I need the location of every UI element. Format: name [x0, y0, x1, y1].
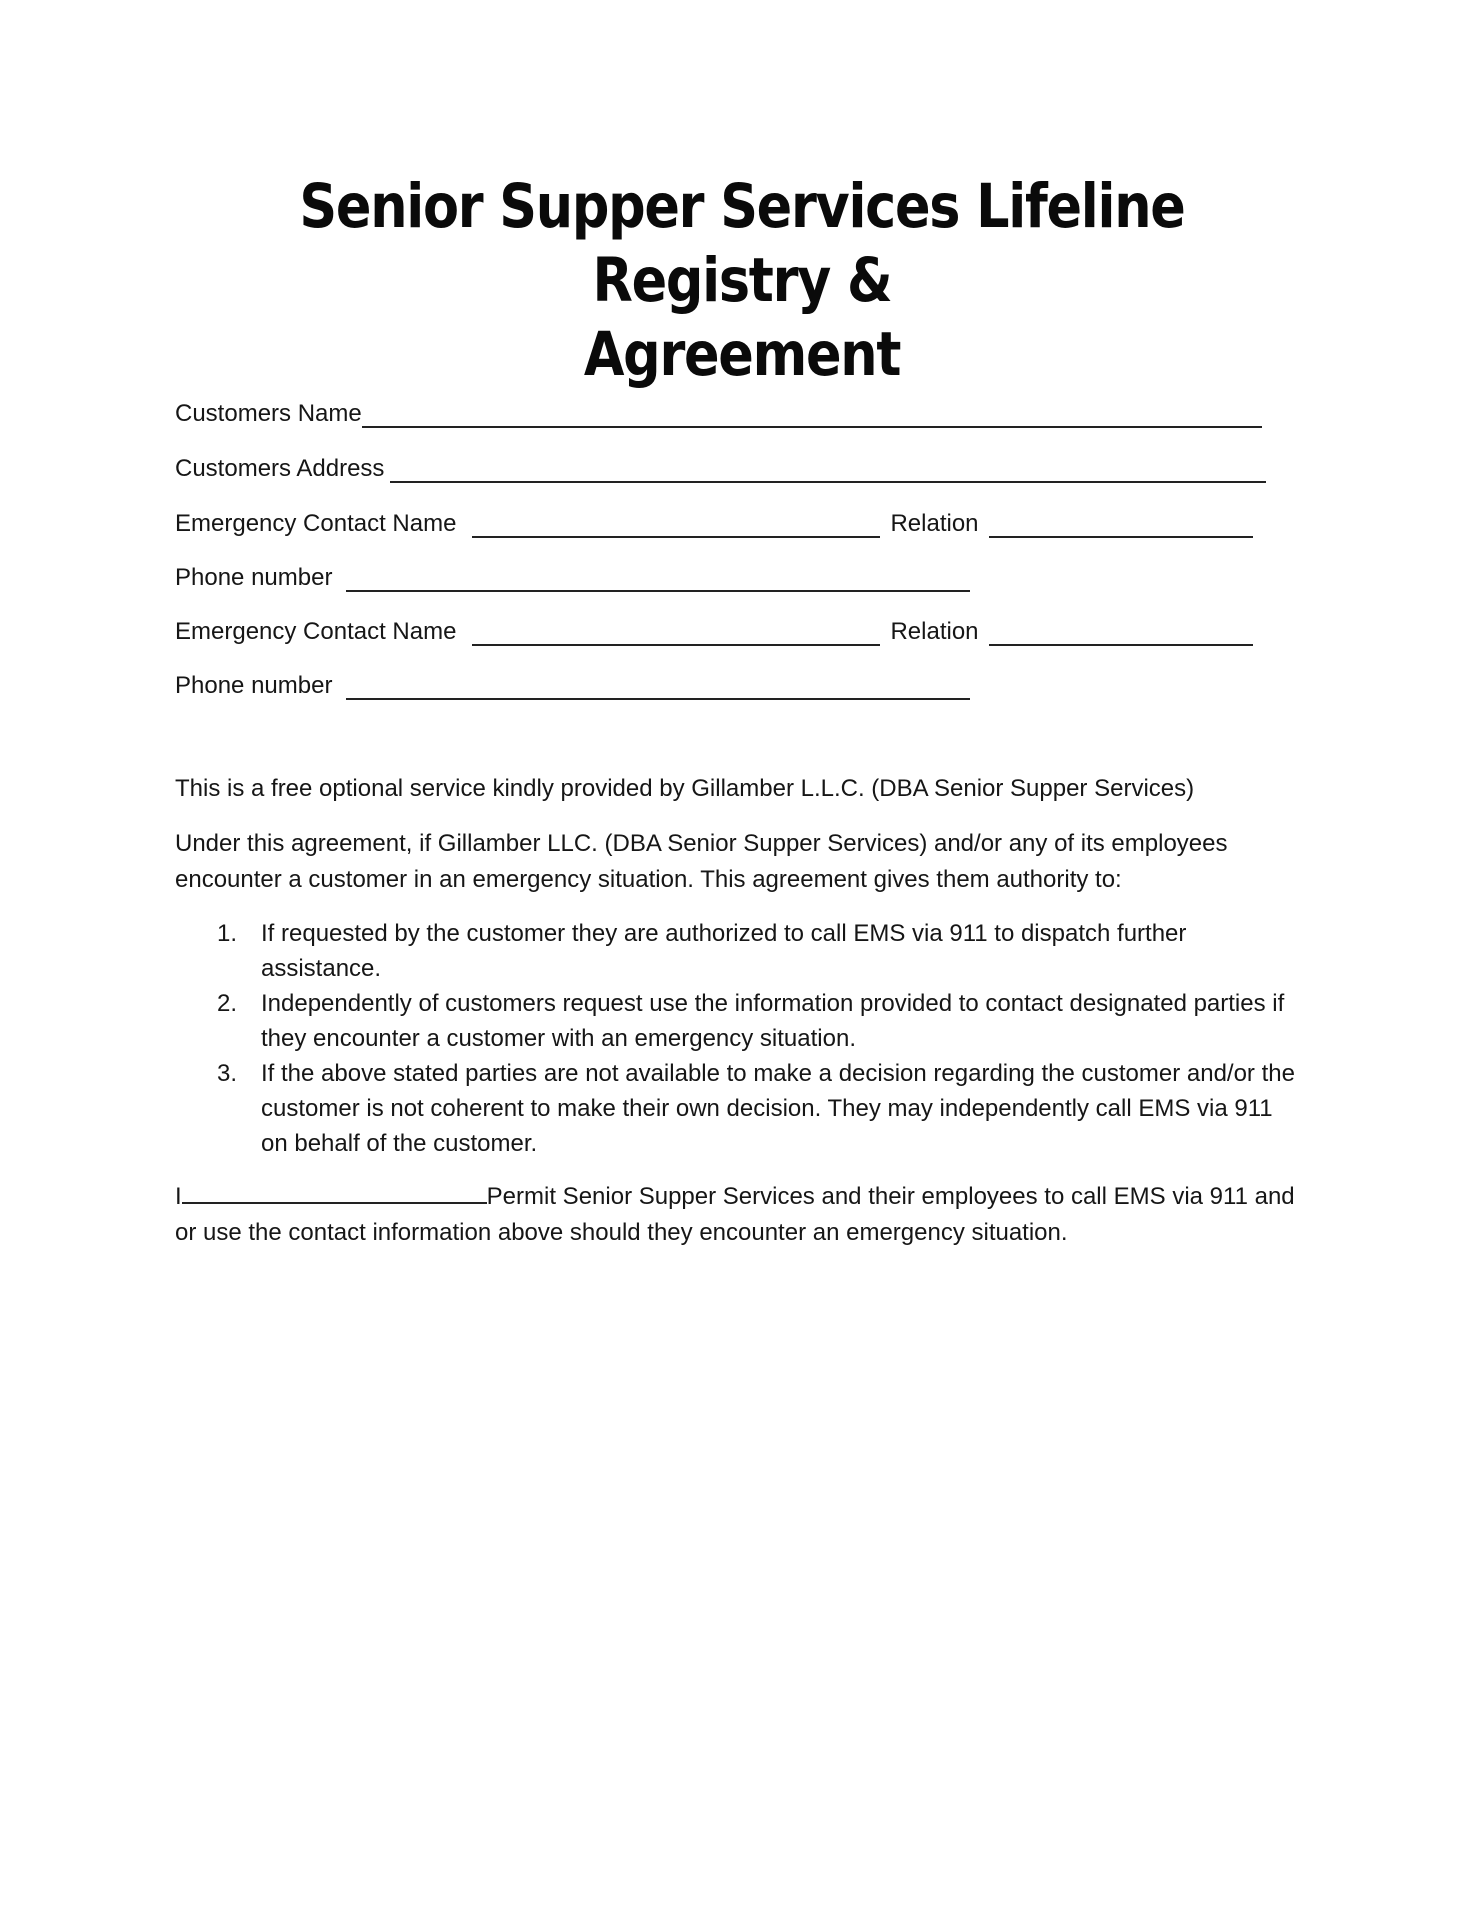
list-item-text: Independently of customers request use the information provided to contact designated parties if they encounter a customer with an emergency situation. [261, 990, 1285, 1052]
consent-text: Permit Senior Supper Services and their employees to call EMS via 911 and or use the contact information above should they encounter an emergency situation. [175, 1183, 1295, 1246]
relation-2-label: Relation [890, 618, 979, 645]
consent-paragraph [175, 1178, 1305, 1251]
document-title [276, 170, 1208, 392]
phone-1-field[interactable] [346, 564, 970, 592]
emergency-contact-1-field[interactable] [472, 510, 880, 538]
consent-prefix: I [175, 1183, 182, 1210]
list-item-number: 1. [217, 920, 238, 947]
emergency-contact-1-row [175, 506, 1253, 538]
list-item-number: 3. [217, 1060, 238, 1087]
customer-name-field[interactable] [362, 400, 1262, 428]
emergency-contact-2-row [175, 614, 1253, 646]
phone-2-label: Phone number [175, 672, 333, 699]
list-item [175, 986, 1305, 1056]
phone-1-label: Phone number [175, 564, 333, 591]
phone-1-row [175, 560, 970, 592]
phone-2-row [175, 668, 970, 700]
emergency-contact-1-label: Emergency Contact Name [175, 510, 457, 537]
agreement-lead-paragraph: Under this agreement, if Gillamber LLC. (DBA Senior Supper Services) and/or any of its employees encounter a customer in an emergency situation. This agreement gives them authority to: [175, 830, 1228, 893]
list-item-text: If requested by the customer they are authorized to call EMS via 911 to dispatch further assistance. [261, 920, 1187, 982]
authority-list [175, 916, 1305, 1161]
emergency-contact-2-field[interactable] [472, 618, 880, 646]
list-item [175, 1056, 1305, 1161]
customer-name-row [175, 396, 1262, 428]
list-item-text: If the above stated parties are not available to make a decision regarding the customer and/or the customer is not coherent to make their own decision. They may independently call EMS via 911 on behalf of the customer. [261, 1060, 1295, 1157]
intro-paragraph: This is a free optional service kindly provided by Gillamber L.L.C. (DBA Senior Supper Services) [175, 775, 1195, 802]
list-item [175, 916, 1305, 986]
consent-name-field[interactable] [182, 1178, 487, 1204]
customer-address-row [175, 451, 1266, 483]
title-line-1: Senior Supper Services Lifeline Registry & [299, 171, 1185, 316]
relation-1-label: Relation [890, 510, 979, 537]
relation-2-field[interactable] [989, 618, 1253, 646]
emergency-contact-2-label: Emergency Contact Name [175, 618, 457, 645]
customer-address-label: Customers Address [175, 455, 385, 482]
customer-address-field[interactable] [390, 455, 1266, 483]
title-line-2: Agreement [583, 319, 901, 390]
phone-2-field[interactable] [346, 672, 970, 700]
list-item-number: 2. [217, 990, 238, 1017]
relation-1-field[interactable] [989, 510, 1253, 538]
customer-name-label: Customers Name [175, 400, 362, 427]
